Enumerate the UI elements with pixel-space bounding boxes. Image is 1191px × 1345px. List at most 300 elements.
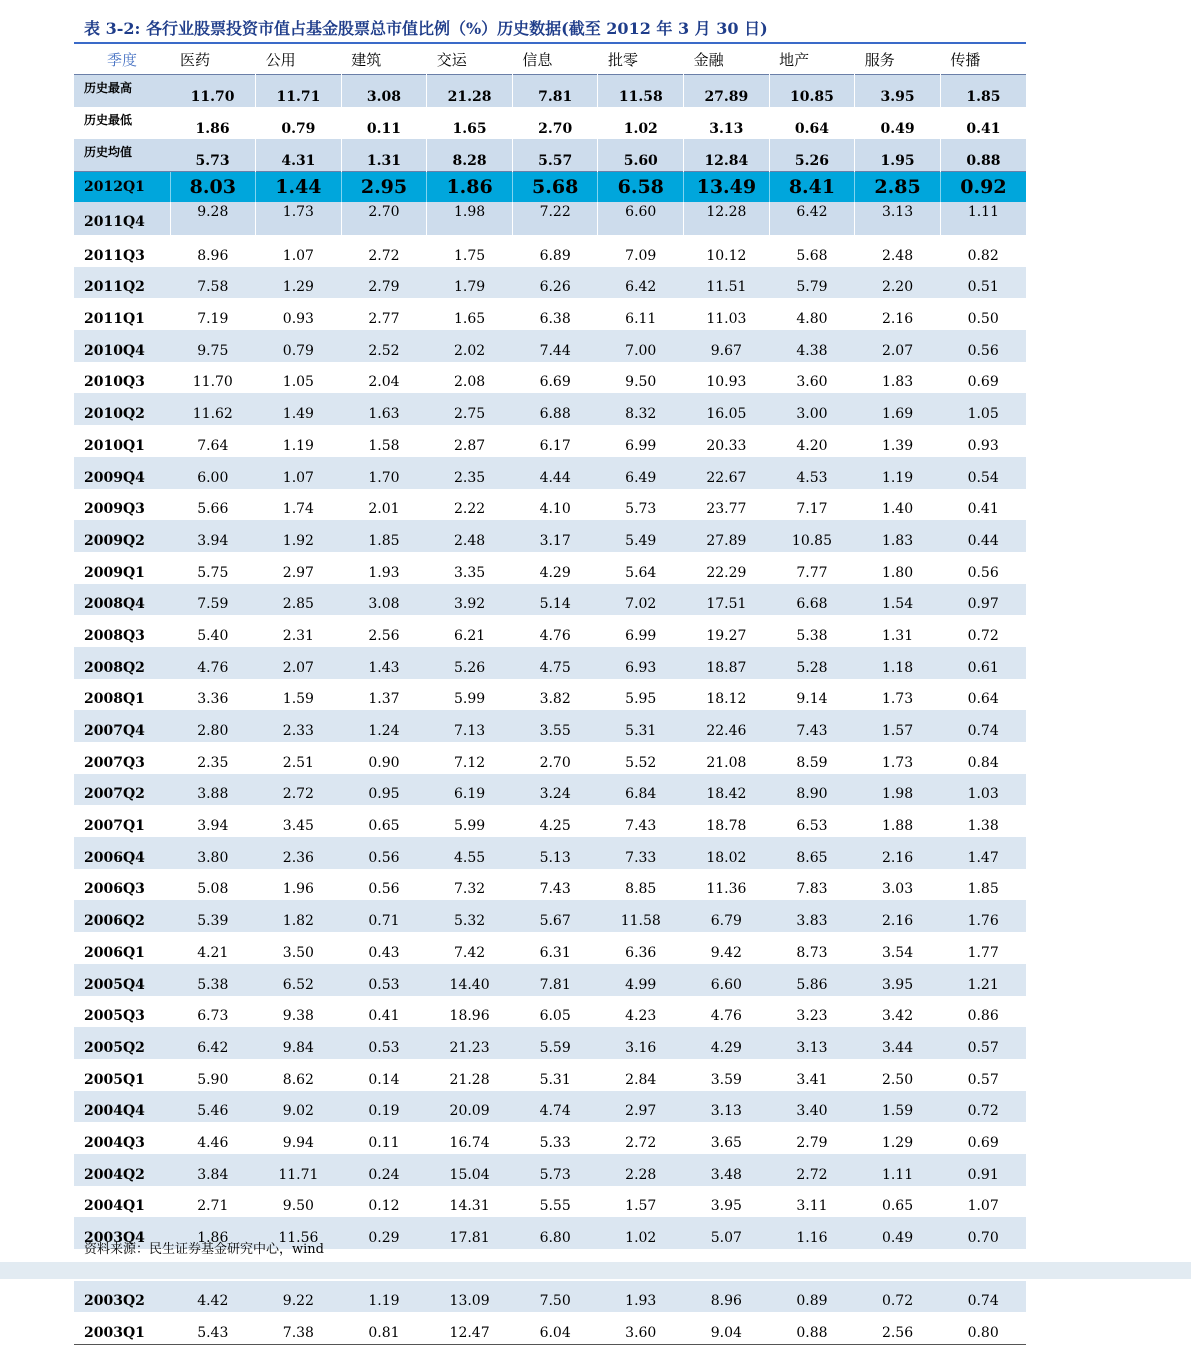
- table-cell: 1.86: [427, 172, 513, 203]
- table-cell: 8.32: [598, 393, 684, 425]
- table-cell: 17.51: [684, 584, 770, 616]
- table-row: [74, 805, 1026, 837]
- table-cell: 5.28: [769, 647, 855, 679]
- table-cell: 2.72: [368, 247, 400, 264]
- table-cell: 1.49: [256, 393, 342, 425]
- table-row: [74, 1059, 1026, 1091]
- stats-row: [74, 75, 1026, 108]
- table-cell: 10.93: [706, 374, 747, 391]
- table-cell: 6.79: [684, 900, 770, 932]
- table-cell: 5.39: [170, 900, 256, 932]
- table-cell: 11.58: [598, 900, 684, 932]
- table-row: [74, 1091, 1026, 1123]
- table-cell: 5.90: [197, 1071, 229, 1088]
- table-cell: 5.75: [197, 564, 229, 581]
- table-cell: 0.90: [368, 754, 400, 771]
- table-cell: 4.42: [170, 1281, 256, 1313]
- table-cell: 5.14: [512, 584, 598, 616]
- table-cell: 3.65: [710, 1134, 742, 1151]
- table-cell: 3.82: [539, 691, 571, 708]
- table-row: [74, 774, 1026, 806]
- table-cell: 5.55: [539, 1198, 571, 1215]
- table-cell: 5.49: [598, 520, 684, 552]
- table-cell: 7.32: [453, 881, 486, 898]
- table-cell: 5.31: [598, 710, 684, 742]
- table-cell: 11.71: [256, 1154, 342, 1186]
- table-cell: 5.40: [197, 627, 229, 644]
- table-cell: 7.83: [796, 881, 828, 898]
- table-cell: 4.99: [598, 964, 684, 996]
- table-cell: 2.07: [256, 647, 342, 679]
- table-cell: 3.16: [598, 1027, 684, 1059]
- table-cell: 4.53: [769, 457, 855, 489]
- table-cell: 6.38: [539, 311, 571, 328]
- table-cell: 6.68: [769, 584, 855, 616]
- column-header: 信息: [522, 50, 553, 69]
- table-cell: 18.78: [706, 818, 747, 835]
- table-cell: 0.41: [967, 501, 999, 518]
- row-label: 2011Q2: [74, 267, 170, 299]
- table-cell: 7.22: [512, 202, 598, 235]
- table-cell: 2.97: [282, 564, 314, 581]
- table-cell: 2.72: [256, 774, 342, 806]
- table-cell: 7.58: [170, 267, 256, 299]
- table-cell: 6.36: [625, 944, 657, 961]
- table-cell: 1.96: [282, 881, 314, 898]
- table-cell: 3.45: [282, 818, 314, 835]
- table-cell: 1.43: [341, 647, 427, 679]
- table-cell: 4.74: [512, 1091, 598, 1123]
- table-cell: 1.57: [855, 710, 941, 742]
- table-row: [74, 1312, 1026, 1344]
- table-row: [74, 520, 1026, 552]
- table-cell: 0.41: [940, 107, 1026, 139]
- row-label: 2011Q3: [84, 247, 145, 264]
- table-cell: 1.59: [855, 1091, 941, 1123]
- table-cell: 0.56: [967, 564, 999, 581]
- table-cell: 6.19: [427, 774, 513, 806]
- table-cell: 3.36: [197, 691, 229, 708]
- table-cell: 7.19: [197, 311, 229, 328]
- table-cell: 1.98: [855, 774, 941, 806]
- table-cell: 3.59: [710, 1071, 742, 1088]
- table-cell: 0.91: [940, 1154, 1026, 1186]
- table-cell: 1.76: [940, 900, 1026, 932]
- table-cell: 4.76: [539, 627, 571, 644]
- table-cell: 7.42: [453, 944, 486, 961]
- table-cell: 0.41: [368, 1008, 400, 1025]
- table-cell: 1.70: [341, 457, 427, 489]
- column-header: 传播: [950, 50, 981, 69]
- table-cell: 5.31: [539, 1071, 571, 1088]
- table-cell: 6.88: [512, 393, 598, 425]
- column-header: 批零: [607, 50, 638, 69]
- table-cell: 0.49: [855, 1217, 941, 1249]
- table-cell: 3.54: [881, 944, 914, 961]
- row-label: 2010Q1: [84, 437, 145, 454]
- table-row: [74, 996, 1026, 1028]
- table-cell: 1.82: [256, 900, 342, 932]
- table-cell: 3.17: [512, 520, 598, 552]
- table-cell: 5.86: [769, 964, 855, 996]
- row-label: 2006Q4: [74, 837, 170, 869]
- table-cell: 18.12: [706, 691, 747, 708]
- table-cell: 1.29: [256, 267, 342, 299]
- footer-band: [0, 1262, 1191, 1279]
- table-cell: 21.23: [427, 1027, 513, 1059]
- table-cell: 5.38: [170, 964, 256, 996]
- column-header: 地产: [779, 50, 810, 69]
- table-cell: 1.31: [341, 139, 427, 172]
- table-cell: 8.03: [170, 172, 256, 203]
- table-cell: 2.35: [197, 754, 229, 771]
- table-cell: 16.74: [449, 1134, 490, 1151]
- table-cell: 1.75: [453, 247, 486, 264]
- table-cell: 21.08: [706, 754, 747, 771]
- table-cell: 5.38: [796, 627, 828, 644]
- table-cell: 9.02: [256, 1091, 342, 1123]
- table-cell: 2.72: [625, 1134, 657, 1151]
- row-label: 2008Q2: [74, 647, 170, 679]
- table-row: [74, 202, 1026, 235]
- table-cell: 0.12: [368, 1198, 400, 1215]
- table-cell: 4.55: [427, 837, 513, 869]
- table-cell: 6.26: [512, 267, 598, 299]
- table-cell: 0.14: [368, 1071, 400, 1088]
- row-label: 2012Q1: [74, 172, 170, 203]
- table-row: [74, 362, 1026, 394]
- row-label: 2003Q1: [74, 1312, 170, 1344]
- table-cell: 21.28: [449, 1071, 490, 1088]
- table-cell: 0.97: [940, 584, 1026, 616]
- table-cell: 4.76: [710, 1008, 742, 1025]
- table-cell: 9.42: [710, 944, 742, 961]
- table-row: [74, 742, 1026, 774]
- table-cell: 1.93: [598, 1281, 684, 1313]
- table-row: [74, 489, 1026, 521]
- table-cell: 5.26: [427, 647, 513, 679]
- table-row: [74, 837, 1026, 869]
- table-cell: 9.84: [256, 1027, 342, 1059]
- table-cell: 3.95: [710, 1198, 742, 1215]
- row-label: 2008Q4: [74, 584, 170, 616]
- table-cell: 3.48: [684, 1154, 770, 1186]
- table-cell: 0.51: [940, 267, 1026, 299]
- table-cell: 6.17: [539, 437, 571, 454]
- table-cell: 18.96: [449, 1008, 490, 1025]
- table-cell: 0.80: [940, 1312, 1026, 1344]
- table-cell: 0.64: [967, 691, 999, 708]
- stats-row: [74, 139, 1026, 172]
- table-cell: 0.64: [769, 107, 855, 139]
- table-cell: 3.23: [796, 1008, 828, 1025]
- table-cell: 1.07: [282, 247, 314, 264]
- row-label: 2003Q4: [74, 1217, 170, 1249]
- table-cell: 1.83: [855, 520, 941, 552]
- table-cell: 6.89: [539, 247, 571, 264]
- table-cell: 9.75: [170, 330, 256, 362]
- table-cell: 11.70: [192, 374, 233, 391]
- table-cell: 3.55: [512, 710, 598, 742]
- column-header: 公用: [265, 50, 296, 69]
- table-cell: 0.44: [940, 520, 1026, 552]
- table-cell: 2.97: [598, 1091, 684, 1123]
- table-cell: 6.99: [625, 627, 657, 644]
- table-row: [74, 932, 1026, 964]
- table-cell: 14.40: [427, 964, 513, 996]
- table-cell: 1.85: [341, 520, 427, 552]
- table-cell: 0.24: [341, 1154, 427, 1186]
- row-label: 2005Q3: [84, 1008, 145, 1025]
- row-label: 2003Q2: [74, 1281, 170, 1313]
- table-cell: 1.39: [881, 437, 914, 454]
- table-cell: 1.05: [282, 374, 314, 391]
- table-cell: 19.27: [706, 627, 747, 644]
- table-cell: 0.69: [967, 1134, 999, 1151]
- table-cell: 5.64: [625, 564, 657, 581]
- table-cell: 3.94: [170, 520, 256, 552]
- table-cell: 1.69: [855, 393, 941, 425]
- table-cell: 3.50: [282, 944, 314, 961]
- table-cell: 20.33: [706, 437, 747, 454]
- table-row: [74, 330, 1026, 362]
- table-row: [74, 615, 1026, 647]
- table-cell: 1.54: [855, 584, 941, 616]
- table-row: [74, 710, 1026, 742]
- table-cell: 1.65: [453, 311, 486, 328]
- table-cell: 0.57: [967, 1071, 999, 1088]
- table-row: [74, 457, 1026, 489]
- table-cell: 5.43: [170, 1312, 256, 1344]
- table-cell: 6.00: [170, 457, 256, 489]
- table-cell: 9.50: [282, 1198, 314, 1215]
- table-cell: 2.08: [453, 374, 486, 391]
- table-row: [74, 1122, 1026, 1154]
- table-cell: 1.73: [881, 691, 914, 708]
- table-cell: 6.60: [684, 964, 770, 996]
- table-cell: 6.04: [512, 1312, 598, 1344]
- table-cell: 22.29: [706, 564, 747, 581]
- table-cell: 7.77: [796, 564, 828, 581]
- table-cell: 10.85: [769, 520, 855, 552]
- row-label: 2006Q1: [84, 944, 145, 961]
- table-cell: 2.20: [855, 267, 941, 299]
- table-cell: 5.73: [512, 1154, 598, 1186]
- header-row: [74, 44, 1026, 75]
- table-cell: 11.03: [706, 311, 747, 328]
- table-cell: 1.58: [368, 437, 400, 454]
- table-cell: 2.75: [427, 393, 513, 425]
- table-row: [74, 235, 1026, 267]
- table-cell: 2.02: [427, 330, 513, 362]
- table-cell: 2.70: [539, 754, 571, 771]
- table-cell: 5.59: [512, 1027, 598, 1059]
- table-cell: 2.95: [341, 172, 427, 203]
- table-cell: 5.57: [512, 139, 598, 172]
- row-label: 2007Q3: [84, 754, 145, 771]
- table-cell: 6.53: [796, 818, 828, 835]
- table-cell: 8.59: [796, 754, 828, 771]
- table-cell: 0.89: [769, 1281, 855, 1313]
- table-cell: 1.79: [427, 267, 513, 299]
- table-cell: 5.52: [625, 754, 657, 771]
- table-cell: 0.88: [940, 139, 1026, 172]
- table-cell: 2.72: [769, 1154, 855, 1186]
- table-cell: 0.72: [967, 627, 999, 644]
- table-cell: 13.09: [427, 1281, 513, 1313]
- table-cell: 6.42: [598, 267, 684, 299]
- table-cell: 1.19: [855, 457, 941, 489]
- table-cell: 2.80: [170, 710, 256, 742]
- row-label: 2004Q1: [84, 1198, 145, 1215]
- table-cell: 1.38: [967, 818, 999, 835]
- table-cell: 0.56: [940, 330, 1026, 362]
- table-cell: 1.85: [967, 881, 999, 898]
- table-cell: 0.82: [967, 247, 999, 264]
- table-row: [74, 647, 1026, 679]
- table-cell: 2.71: [197, 1198, 229, 1215]
- table-row: [74, 900, 1026, 932]
- table-cell: 7.13: [427, 710, 513, 742]
- table-cell: 1.29: [881, 1134, 914, 1151]
- table-cell: 21.28: [427, 75, 513, 108]
- table-cell: 0.72: [940, 1091, 1026, 1123]
- row-label: 2009Q4: [74, 457, 170, 489]
- table-cell: 6.84: [598, 774, 684, 806]
- table-cell: 2.50: [881, 1071, 914, 1088]
- table-cell: 4.38: [769, 330, 855, 362]
- table-cell: 6.05: [539, 1008, 571, 1025]
- table-cell: 4.76: [170, 647, 256, 679]
- row-label: 2004Q4: [74, 1091, 170, 1123]
- table-cell: 7.12: [453, 754, 486, 771]
- table-cell: 7.17: [796, 501, 828, 518]
- row-label: 2008Q3: [84, 627, 145, 644]
- table-row: [74, 552, 1026, 584]
- table-cell: 7.64: [197, 437, 229, 454]
- table-cell: 5.79: [769, 267, 855, 299]
- table-cell: 0.93: [282, 311, 314, 328]
- table-cell: 1.44: [256, 172, 342, 203]
- table-cell: 27.89: [684, 520, 770, 552]
- row-label: 2008Q1: [84, 691, 145, 708]
- table-cell: 7.43: [769, 710, 855, 742]
- table-cell: 9.94: [282, 1134, 314, 1151]
- table-cell: 1.47: [940, 837, 1026, 869]
- table-cell: 22.46: [684, 710, 770, 742]
- source-note: 资料来源：民生证券基金研究中心，wind: [84, 1242, 324, 1257]
- table-cell: 4.25: [539, 818, 571, 835]
- table-cell: 1.37: [368, 691, 400, 708]
- table-cell: 2.87: [453, 437, 486, 454]
- table-cell: 1.83: [881, 374, 914, 391]
- table-cell: 4.44: [512, 457, 598, 489]
- table-cell: 6.93: [598, 647, 684, 679]
- table-cell: 1.03: [940, 774, 1026, 806]
- column-header: 医药: [180, 50, 211, 69]
- table-cell: 7.59: [170, 584, 256, 616]
- table-cell: 3.83: [769, 900, 855, 932]
- table-cell: 3.80: [170, 837, 256, 869]
- table-cell: 6.42: [170, 1027, 256, 1059]
- table-cell: 2.79: [341, 267, 427, 299]
- table-cell: 7.38: [256, 1312, 342, 1344]
- table-cell: 0.53: [341, 1027, 427, 1059]
- table-cell: 2.70: [512, 107, 598, 139]
- table-cell: 0.19: [341, 1091, 427, 1123]
- column-header: 服务: [864, 50, 895, 69]
- table-cell: 0.74: [940, 710, 1026, 742]
- table-cell: 8.96: [197, 247, 229, 264]
- table-cell: 9.14: [796, 691, 828, 708]
- table-cell: 5.73: [625, 501, 657, 518]
- table-cell: 1.85: [940, 75, 1026, 108]
- table-cell: 1.07: [256, 457, 342, 489]
- table-cell: 8.65: [769, 837, 855, 869]
- table-cell: 8.62: [282, 1071, 314, 1088]
- table-cell: 9.28: [170, 202, 256, 235]
- table-cell: 9.04: [684, 1312, 770, 1344]
- row-label: 2011Q1: [84, 311, 145, 328]
- table-cell: 2.28: [598, 1154, 684, 1186]
- table-cell: 1.19: [341, 1281, 427, 1313]
- table-cell: 1.57: [625, 1198, 657, 1215]
- table-cell: 2.36: [256, 837, 342, 869]
- table-cell: 0.81: [341, 1312, 427, 1344]
- table-cell: 4.21: [197, 944, 229, 961]
- row-label: 2005Q2: [74, 1027, 170, 1059]
- table-cell: 0.84: [967, 754, 999, 771]
- table-cell: 3.92: [427, 584, 513, 616]
- table-cell: 1.24: [341, 710, 427, 742]
- table-cell: 8.41: [769, 172, 855, 203]
- table-cell: 0.65: [368, 818, 400, 835]
- table-cell: 2.84: [625, 1071, 657, 1088]
- table-cell: 23.77: [706, 501, 747, 518]
- table-cell: 1.59: [282, 691, 314, 708]
- table-cell: 3.13: [684, 1091, 770, 1123]
- table-cell: 0.43: [368, 944, 400, 961]
- table-row: [74, 964, 1026, 996]
- table-row: [74, 1186, 1026, 1218]
- table-cell: 3.60: [598, 1312, 684, 1344]
- table-cell: 3.13: [769, 1027, 855, 1059]
- table-cell: 5.67: [512, 900, 598, 932]
- table-row: [74, 298, 1026, 330]
- table-cell: 6.80: [512, 1217, 598, 1249]
- table-cell: 2.07: [855, 330, 941, 362]
- table-cell: 11.70: [170, 75, 256, 108]
- table-cell: 2.16: [881, 311, 914, 328]
- table-cell: 12.84: [684, 139, 770, 172]
- table-cell: 13.49: [684, 172, 770, 203]
- table-cell: 2.48: [427, 520, 513, 552]
- table-cell: 6.99: [625, 437, 657, 454]
- table-cell: 10.12: [706, 247, 747, 264]
- table-row: [74, 584, 1026, 616]
- row-label: 2007Q4: [74, 710, 170, 742]
- table-cell: 0.74: [940, 1281, 1026, 1313]
- table-cell: 12.28: [684, 202, 770, 235]
- row-label: 2004Q2: [74, 1154, 170, 1186]
- table-cell: 2.22: [453, 501, 486, 518]
- table-cell: 7.50: [512, 1281, 598, 1313]
- table-cell: 0.79: [256, 330, 342, 362]
- table-cell: 2.70: [341, 202, 427, 235]
- table-cell: 1.16: [769, 1217, 855, 1249]
- table-cell: 1.11: [940, 202, 1026, 235]
- table-cell: 5.08: [197, 881, 229, 898]
